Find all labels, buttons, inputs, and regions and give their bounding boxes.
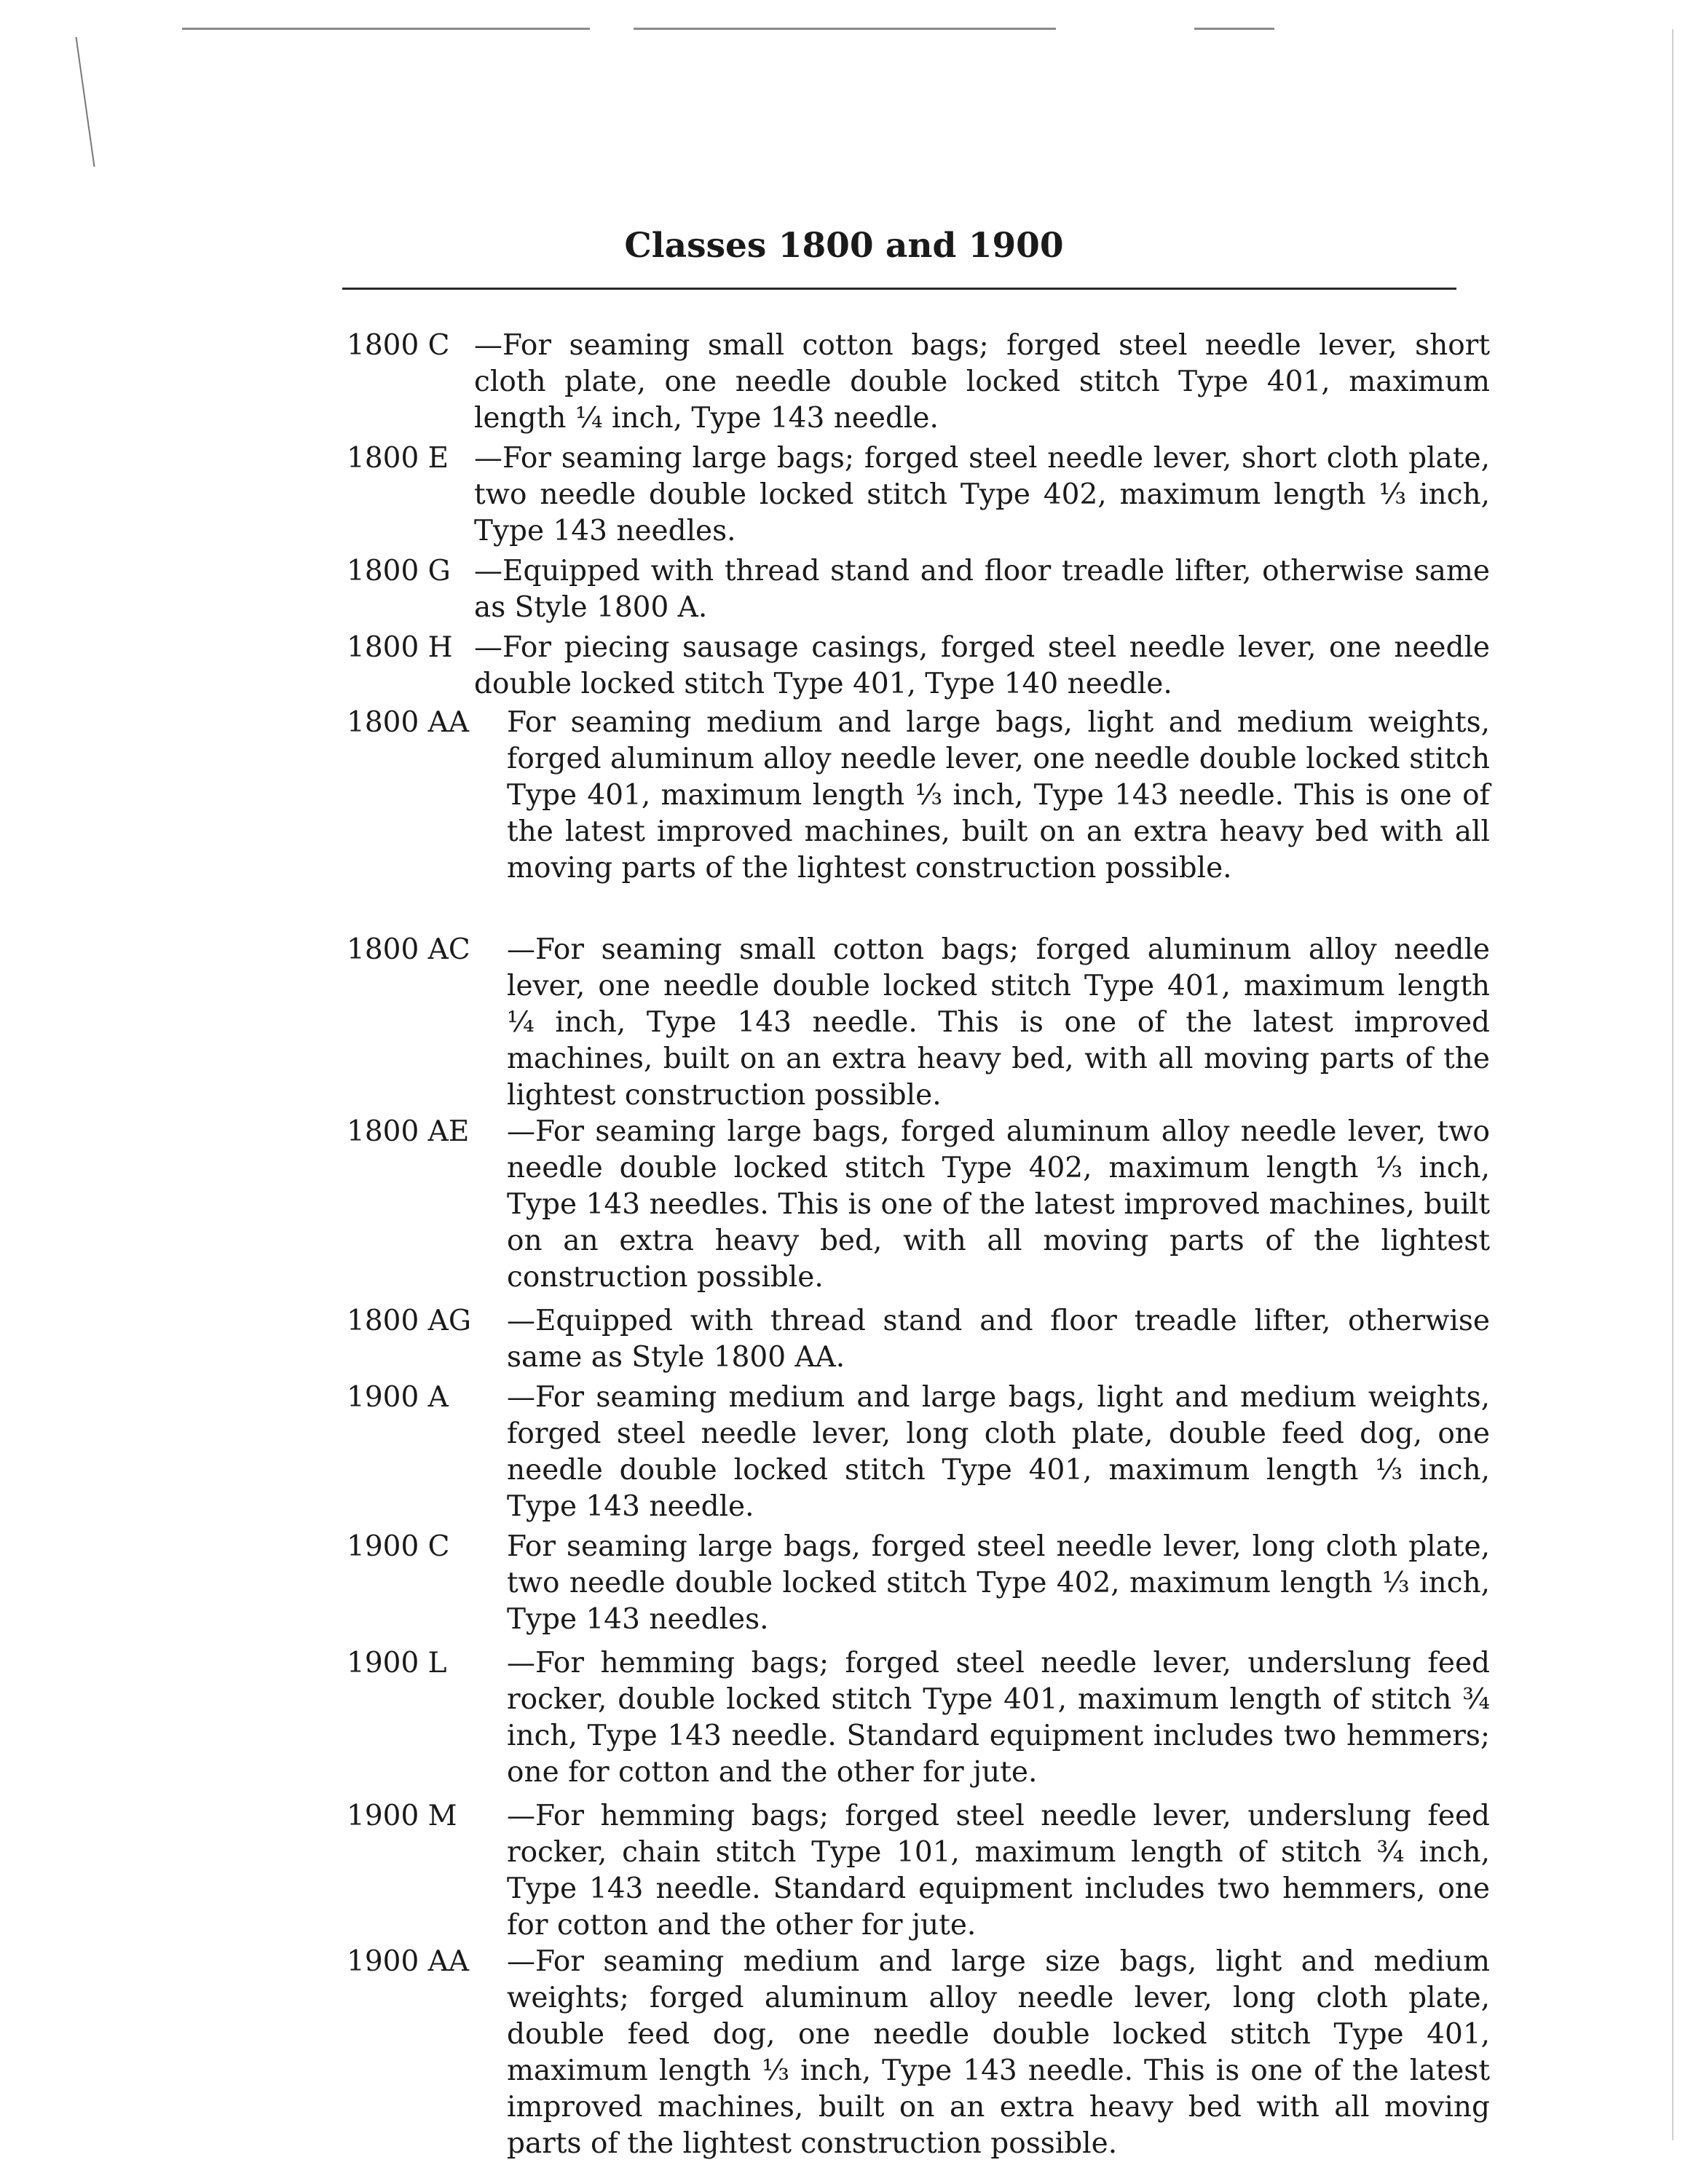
entry-1900-aa bbox=[347, 1944, 1490, 2162]
style-description: —For piecing sausage casings, forged steel needle lever, one needle double locked stitch Type 401, Type 140 needle. bbox=[474, 631, 1490, 700]
style-number: 1800 AC bbox=[347, 933, 470, 966]
entry-1800-c bbox=[347, 328, 1490, 437]
top-scan-rule-right bbox=[634, 28, 1056, 30]
style-description: —Equipped with thread stand and floor treadle lifter, otherwise same as Style 1800 A. bbox=[474, 555, 1490, 624]
top-scan-rule-far bbox=[1194, 28, 1274, 30]
entry-1900-a bbox=[347, 1380, 1490, 1525]
style-number: 1800 AA bbox=[347, 706, 469, 739]
style-number: 1800 AE bbox=[347, 1115, 470, 1148]
style-number: 1800 AG bbox=[347, 1305, 471, 1337]
right-margin-mark bbox=[1672, 29, 1673, 2140]
style-description: For seaming large bags, forged steel needle lever, long cloth plate, two needle double locked stitch Type 402, maximum length ⅓ inch, Type 143 needles. bbox=[507, 1530, 1490, 1636]
style-description: —For hemming bags; forged steel needle lever, underslung feed rocker, chain stitch Type 101, maximum length of stitch ¾ inch, Type 143 needle. Standard equipment includes two hemmers, one for cotton and the other for jute. bbox=[507, 1800, 1490, 1942]
style-description: —For seaming large bags, forged aluminum alloy needle lever, two needle double locked stitch Type 402, maximum length ⅓ inch, Type 143 needles. This is one of the latest improved machines, built on an extra heavy bed, with all moving parts of the lightest construction possible. bbox=[507, 1115, 1490, 1294]
entry-1800-ae bbox=[347, 1114, 1490, 1296]
style-number: 1800 C bbox=[347, 329, 450, 362]
entry-1900-c bbox=[347, 1529, 1490, 1638]
style-description: —For seaming medium and large size bags, light and medium weights; forged aluminum alloy needle lever, long cloth plate, double feed dog, one needle double locked stitch Type 401, maximum length ⅓ inch, Type 143 needle. This is one of the latest improved machines, built on an extra heavy bed with all moving parts of the lightest construction possible. bbox=[507, 1945, 1490, 2160]
top-scan-rule bbox=[182, 28, 590, 30]
style-number: 1900 L bbox=[347, 1647, 447, 1679]
entry-1900-m bbox=[347, 1798, 1490, 1944]
style-description: —Equipped with thread stand and floor treadle lifter, otherwise same as Style 1800 AA. bbox=[507, 1305, 1490, 1374]
style-number: 1800 G bbox=[347, 555, 451, 587]
left-scan-mark bbox=[75, 37, 95, 167]
style-number: 1900 M bbox=[347, 1800, 457, 1832]
style-description: —For seaming small cotton bags; forged steel needle lever, short cloth plate, one needle double locked stitch Type 401, maximum length ¼ inch, Type 143 needle. bbox=[474, 329, 1490, 435]
style-description: —For seaming large bags; forged steel needle lever, short cloth plate, two needle double locked stitch Type 402, maximum length ⅓ inch, Type 143 needles. bbox=[474, 442, 1490, 547]
entry-1800-h bbox=[347, 630, 1490, 703]
style-description: —For seaming small cotton bags; forged aluminum alloy needle lever, one needle double locked stitch Type 401, maximum length ¼ inch, Type 143 needle. This is one of the latest improved machines, built on an extra heavy bed, with all moving parts of the lightest construction possible. bbox=[507, 933, 1490, 1112]
style-description: —For seaming medium and large bags, light and medium weights, forged steel needle lever, long cloth plate, double feed dog, one needle double locked stitch Type 401, maximum length ⅓ inch, Type 143 needle. bbox=[507, 1381, 1490, 1523]
entry-1800-aa bbox=[347, 705, 1490, 887]
style-description: For seaming medium and large bags, light and medium weights, forged aluminum alloy needle lever, one needle double locked stitch Type 401, maximum length ⅓ inch, Type 143 needle. This is one of the latest improved machines, built on an extra heavy bed with all moving parts of the lightest construction possible. bbox=[507, 706, 1490, 885]
style-number: 1800 E bbox=[347, 442, 449, 475]
page-title: Classes 1800 and 1900 bbox=[624, 226, 1064, 266]
entry-1800-ac bbox=[347, 932, 1490, 1114]
style-number: 1800 H bbox=[347, 631, 453, 664]
style-number: 1900 AA bbox=[347, 1945, 469, 1978]
entry-1800-e bbox=[347, 440, 1490, 550]
style-number: 1900 A bbox=[347, 1381, 449, 1414]
entry-1800-ag bbox=[347, 1303, 1490, 1376]
style-description: —For hemming bags; forged steel needle lever, underslung feed rocker, double locked stitch Type 401, maximum length of stitch ¾ inch, Type 143 needle. Standard equipment includes two hemmers; one for cotton and the other for jute. bbox=[507, 1647, 1490, 1789]
entry-1800-g bbox=[347, 553, 1490, 626]
entry-1900-l bbox=[347, 1645, 1490, 1791]
title-underline bbox=[342, 288, 1456, 290]
style-number: 1900 C bbox=[347, 1530, 450, 1563]
